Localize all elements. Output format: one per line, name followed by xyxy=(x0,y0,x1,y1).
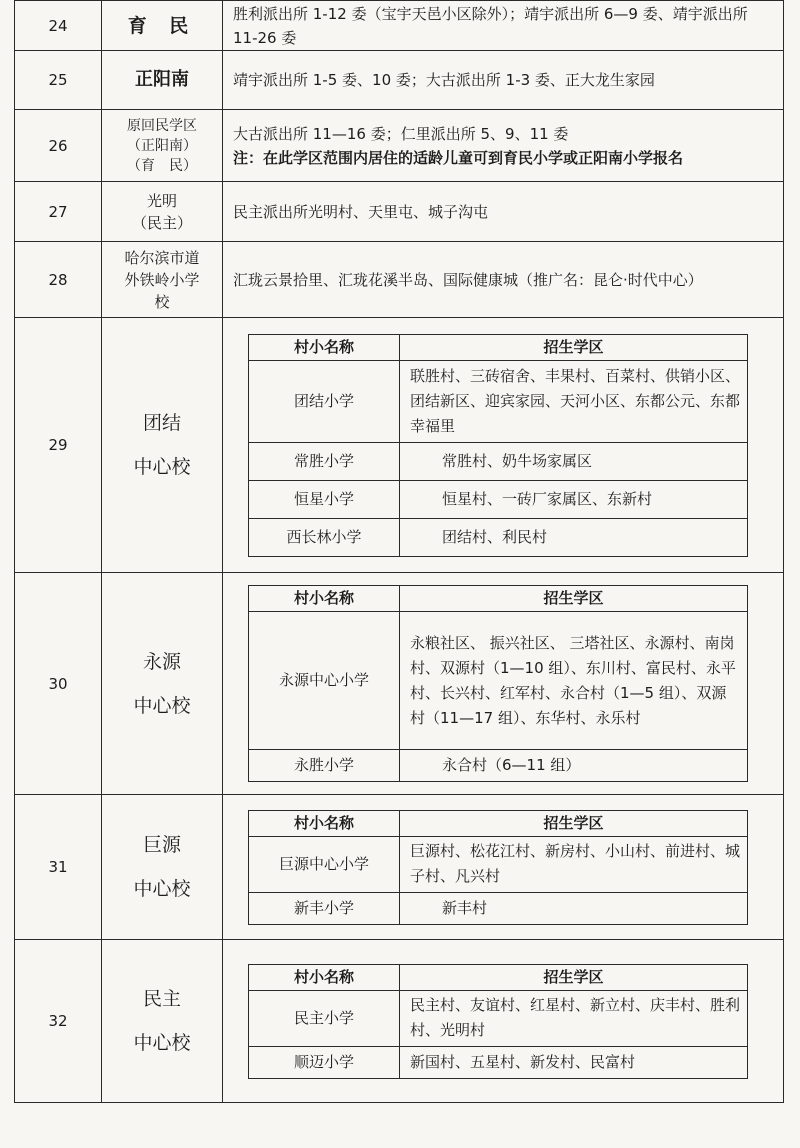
table-row xyxy=(15,940,784,1103)
sub-row xyxy=(249,1046,748,1078)
school-name xyxy=(102,795,223,940)
sub-header-area: 招生学区 xyxy=(400,586,748,612)
sub-header-area: 招生学区 xyxy=(400,964,748,990)
village-school-area: 巨源村、松花江村、新房村、小山村、前进村、城子村、凡兴村 xyxy=(400,836,748,892)
village-school-area: 团结村、利民村 xyxy=(400,518,748,556)
school-district-table xyxy=(14,0,784,1103)
sub-row xyxy=(249,750,748,782)
school-name xyxy=(102,573,223,795)
row-number: 26 xyxy=(15,110,102,182)
school-name-line: 团结 xyxy=(142,412,181,434)
table-row xyxy=(15,1,784,51)
school-name-line: 民主 xyxy=(142,988,181,1010)
village-school-name: 永源中心小学 xyxy=(249,612,400,750)
village-schools-cell xyxy=(223,318,784,573)
sub-header-row xyxy=(249,586,748,612)
sub-row xyxy=(249,518,748,556)
village-school-name: 民主小学 xyxy=(249,990,400,1046)
district-area: 汇珑云景拾里、汇珑花溪半岛、国际健康城（推广名：昆仑·时代中心） xyxy=(223,242,784,318)
sub-header-name: 村小名称 xyxy=(249,334,400,360)
sub-header-row xyxy=(249,964,748,990)
sub-header-row xyxy=(249,810,748,836)
district-area: 靖宇派出所 1-5 委、10 委；大古派出所 1-3 委、正大龙生家园 xyxy=(223,51,784,110)
village-school-area: 常胜村、奶牛场家属区 xyxy=(400,442,748,480)
row-number: 25 xyxy=(15,51,102,110)
school-name-line: 巨源 xyxy=(142,834,181,856)
row-number: 32 xyxy=(15,940,102,1103)
village-school-area: 恒星村、一砖厂家属区、东新村 xyxy=(400,480,748,518)
school-name xyxy=(102,318,223,573)
table-row xyxy=(15,318,784,573)
village-school-area: 永粮社区、 振兴社区、 三塔社区、永源村、南岗村、双源村（1—10 组）、东川村、富民村、永平村、长兴村、红军村、永合村（1—5 组）、双源村（11—17 组）、东华村、永乐村 xyxy=(400,612,748,750)
school-name-line: 中心校 xyxy=(133,1032,191,1054)
village-school-area: 永合村（6—11 组） xyxy=(400,750,748,782)
village-schools-table xyxy=(248,810,748,925)
school-name-line: 中心校 xyxy=(133,878,191,900)
village-schools-cell xyxy=(223,573,784,795)
district-area xyxy=(223,110,784,182)
school-name-line: （育 民） xyxy=(127,157,197,174)
sub-header-name: 村小名称 xyxy=(249,810,400,836)
table-row xyxy=(15,242,784,318)
table-row xyxy=(15,182,784,242)
school-name xyxy=(102,242,223,318)
school-name-line: 原回民学区 xyxy=(127,117,197,134)
school-name xyxy=(102,940,223,1103)
village-schools-cell xyxy=(223,940,784,1103)
school-name xyxy=(102,182,223,242)
school-name-line: （正阳南） xyxy=(127,137,197,154)
sub-header-name: 村小名称 xyxy=(249,586,400,612)
district-area: 胜利派出所 1-12 委（宝宇天邑小区除外）；靖宇派出所 6—9 委、靖宇派出所 11-26 委 xyxy=(223,1,784,51)
table-row xyxy=(15,110,784,182)
village-school-name: 西长林小学 xyxy=(249,518,400,556)
district-area: 民主派出所光明村、天里屯、城子沟屯 xyxy=(223,182,784,242)
village-school-name: 巨源中心小学 xyxy=(249,836,400,892)
row-number: 27 xyxy=(15,182,102,242)
sub-row xyxy=(249,360,748,442)
sub-header-area: 招生学区 xyxy=(400,334,748,360)
school-name: 育 民 xyxy=(102,1,223,51)
sub-row xyxy=(249,892,748,924)
school-name: 正阳南 xyxy=(102,51,223,110)
district-note: 注：在此学区范围内居住的适龄儿童可到育民小学或正阳南小学报名 xyxy=(233,148,684,167)
village-school-name: 常胜小学 xyxy=(249,442,400,480)
row-number: 29 xyxy=(15,318,102,573)
sub-row xyxy=(249,990,748,1046)
village-school-area: 联胜村、三砖宿舍、丰果村、百菜村、供销小区、团结新区、迎宾家园、天河小区、东都公元、东都幸福里 xyxy=(400,360,748,442)
table-row xyxy=(15,795,784,940)
sub-header-name: 村小名称 xyxy=(249,964,400,990)
school-name-line: 校 xyxy=(154,292,170,311)
village-schools-table xyxy=(248,334,748,557)
village-schools-table xyxy=(248,585,748,782)
table-row xyxy=(15,51,784,110)
school-name-line: 哈尔滨市道 xyxy=(124,248,200,267)
school-name-line: 永源 xyxy=(142,650,181,673)
sub-header-area: 招生学区 xyxy=(400,810,748,836)
sub-header-row xyxy=(249,334,748,360)
sub-row xyxy=(249,836,748,892)
village-school-name: 新丰小学 xyxy=(249,892,400,924)
school-name-line: 外铁岭小学 xyxy=(124,270,200,289)
sub-row xyxy=(249,612,748,750)
row-number: 30 xyxy=(15,573,102,795)
village-school-area: 新国村、五星村、新发村、民富村 xyxy=(400,1046,748,1078)
village-school-area: 新丰村 xyxy=(400,892,748,924)
village-schools-cell xyxy=(223,795,784,940)
school-name-line: （民主） xyxy=(131,213,192,232)
village-school-name: 顺迈小学 xyxy=(249,1046,400,1078)
district-area-text: 大古派出所 11—16 委；仁里派出所 5、9、11 委 xyxy=(233,124,569,143)
school-name xyxy=(102,110,223,182)
village-schools-table xyxy=(248,964,748,1079)
row-number: 28 xyxy=(15,242,102,318)
school-name-line: 中心校 xyxy=(133,694,191,717)
row-number: 24 xyxy=(15,1,102,51)
row-number: 31 xyxy=(15,795,102,940)
school-name-line: 光明 xyxy=(146,191,177,210)
sub-row xyxy=(249,442,748,480)
village-school-name: 永胜小学 xyxy=(249,750,400,782)
table-row xyxy=(15,573,784,795)
village-school-area: 民主村、友谊村、红星村、新立村、庆丰村、胜利村、光明村 xyxy=(400,990,748,1046)
sub-row xyxy=(249,480,748,518)
village-school-name: 团结小学 xyxy=(249,360,400,442)
village-school-name: 恒星小学 xyxy=(249,480,400,518)
school-name-line: 中心校 xyxy=(133,456,191,478)
